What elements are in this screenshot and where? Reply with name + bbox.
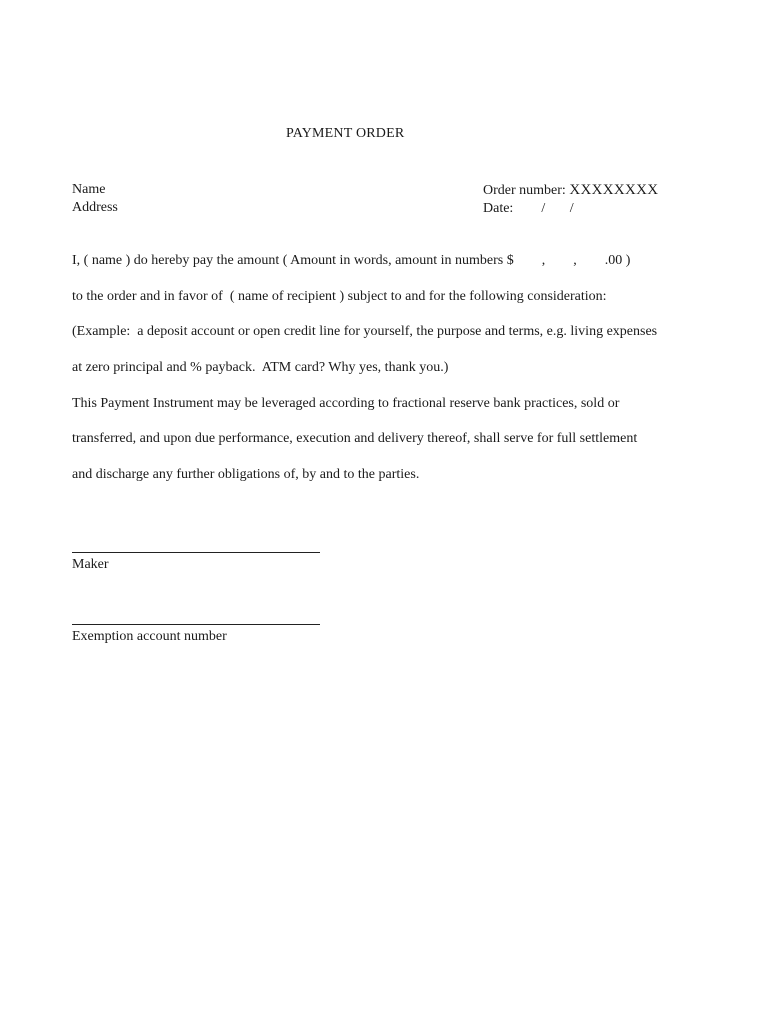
exemption-signature-line [72,624,320,625]
maker-label: Maker [72,557,109,572]
body-line: to the order and in favor of ( name of recipient ) subject to and for the following consideration: [72,288,607,304]
body-line: and discharge any further obligations of, by and to the parties. [72,467,420,483]
exemption-signature-block [72,624,320,645]
body-line: at zero principal and % payback. ATM card? Why yes, thank you.) [72,360,449,376]
body-line: (Example: a deposit account or open credit line for yourself, the purpose and terms, e.g. living expenses [72,324,658,340]
address-label: Address [72,200,118,215]
exemption-account-label: Exemption account number [72,629,227,644]
date-value: / / [513,201,574,216]
order-number-label: Order number: [483,183,566,198]
body-line: transferred, and upon due performance, execution and delivery thereof, shall serve for full settlement [72,431,638,447]
maker-signature-line [72,552,320,553]
order-number-value: XXXXXXXX [569,182,659,198]
body-paragraph [72,252,712,502]
date-row [483,200,658,218]
body-line: I, ( name ) do hereby pay the amount ( Amount in words, amount in numbers $ , , .00 ) [72,253,631,268]
order-number-row [483,181,658,200]
header-right-block [483,181,658,218]
header-left-block [72,181,118,217]
date-label: Date: [483,201,514,216]
maker-signature-block [72,552,320,573]
document-title: PAYMENT ORDER [286,126,405,141]
name-label: Name [72,182,106,197]
body-line: This Payment Instrument may be leveraged according to fractional reserve bank practices, sold or [72,395,620,411]
